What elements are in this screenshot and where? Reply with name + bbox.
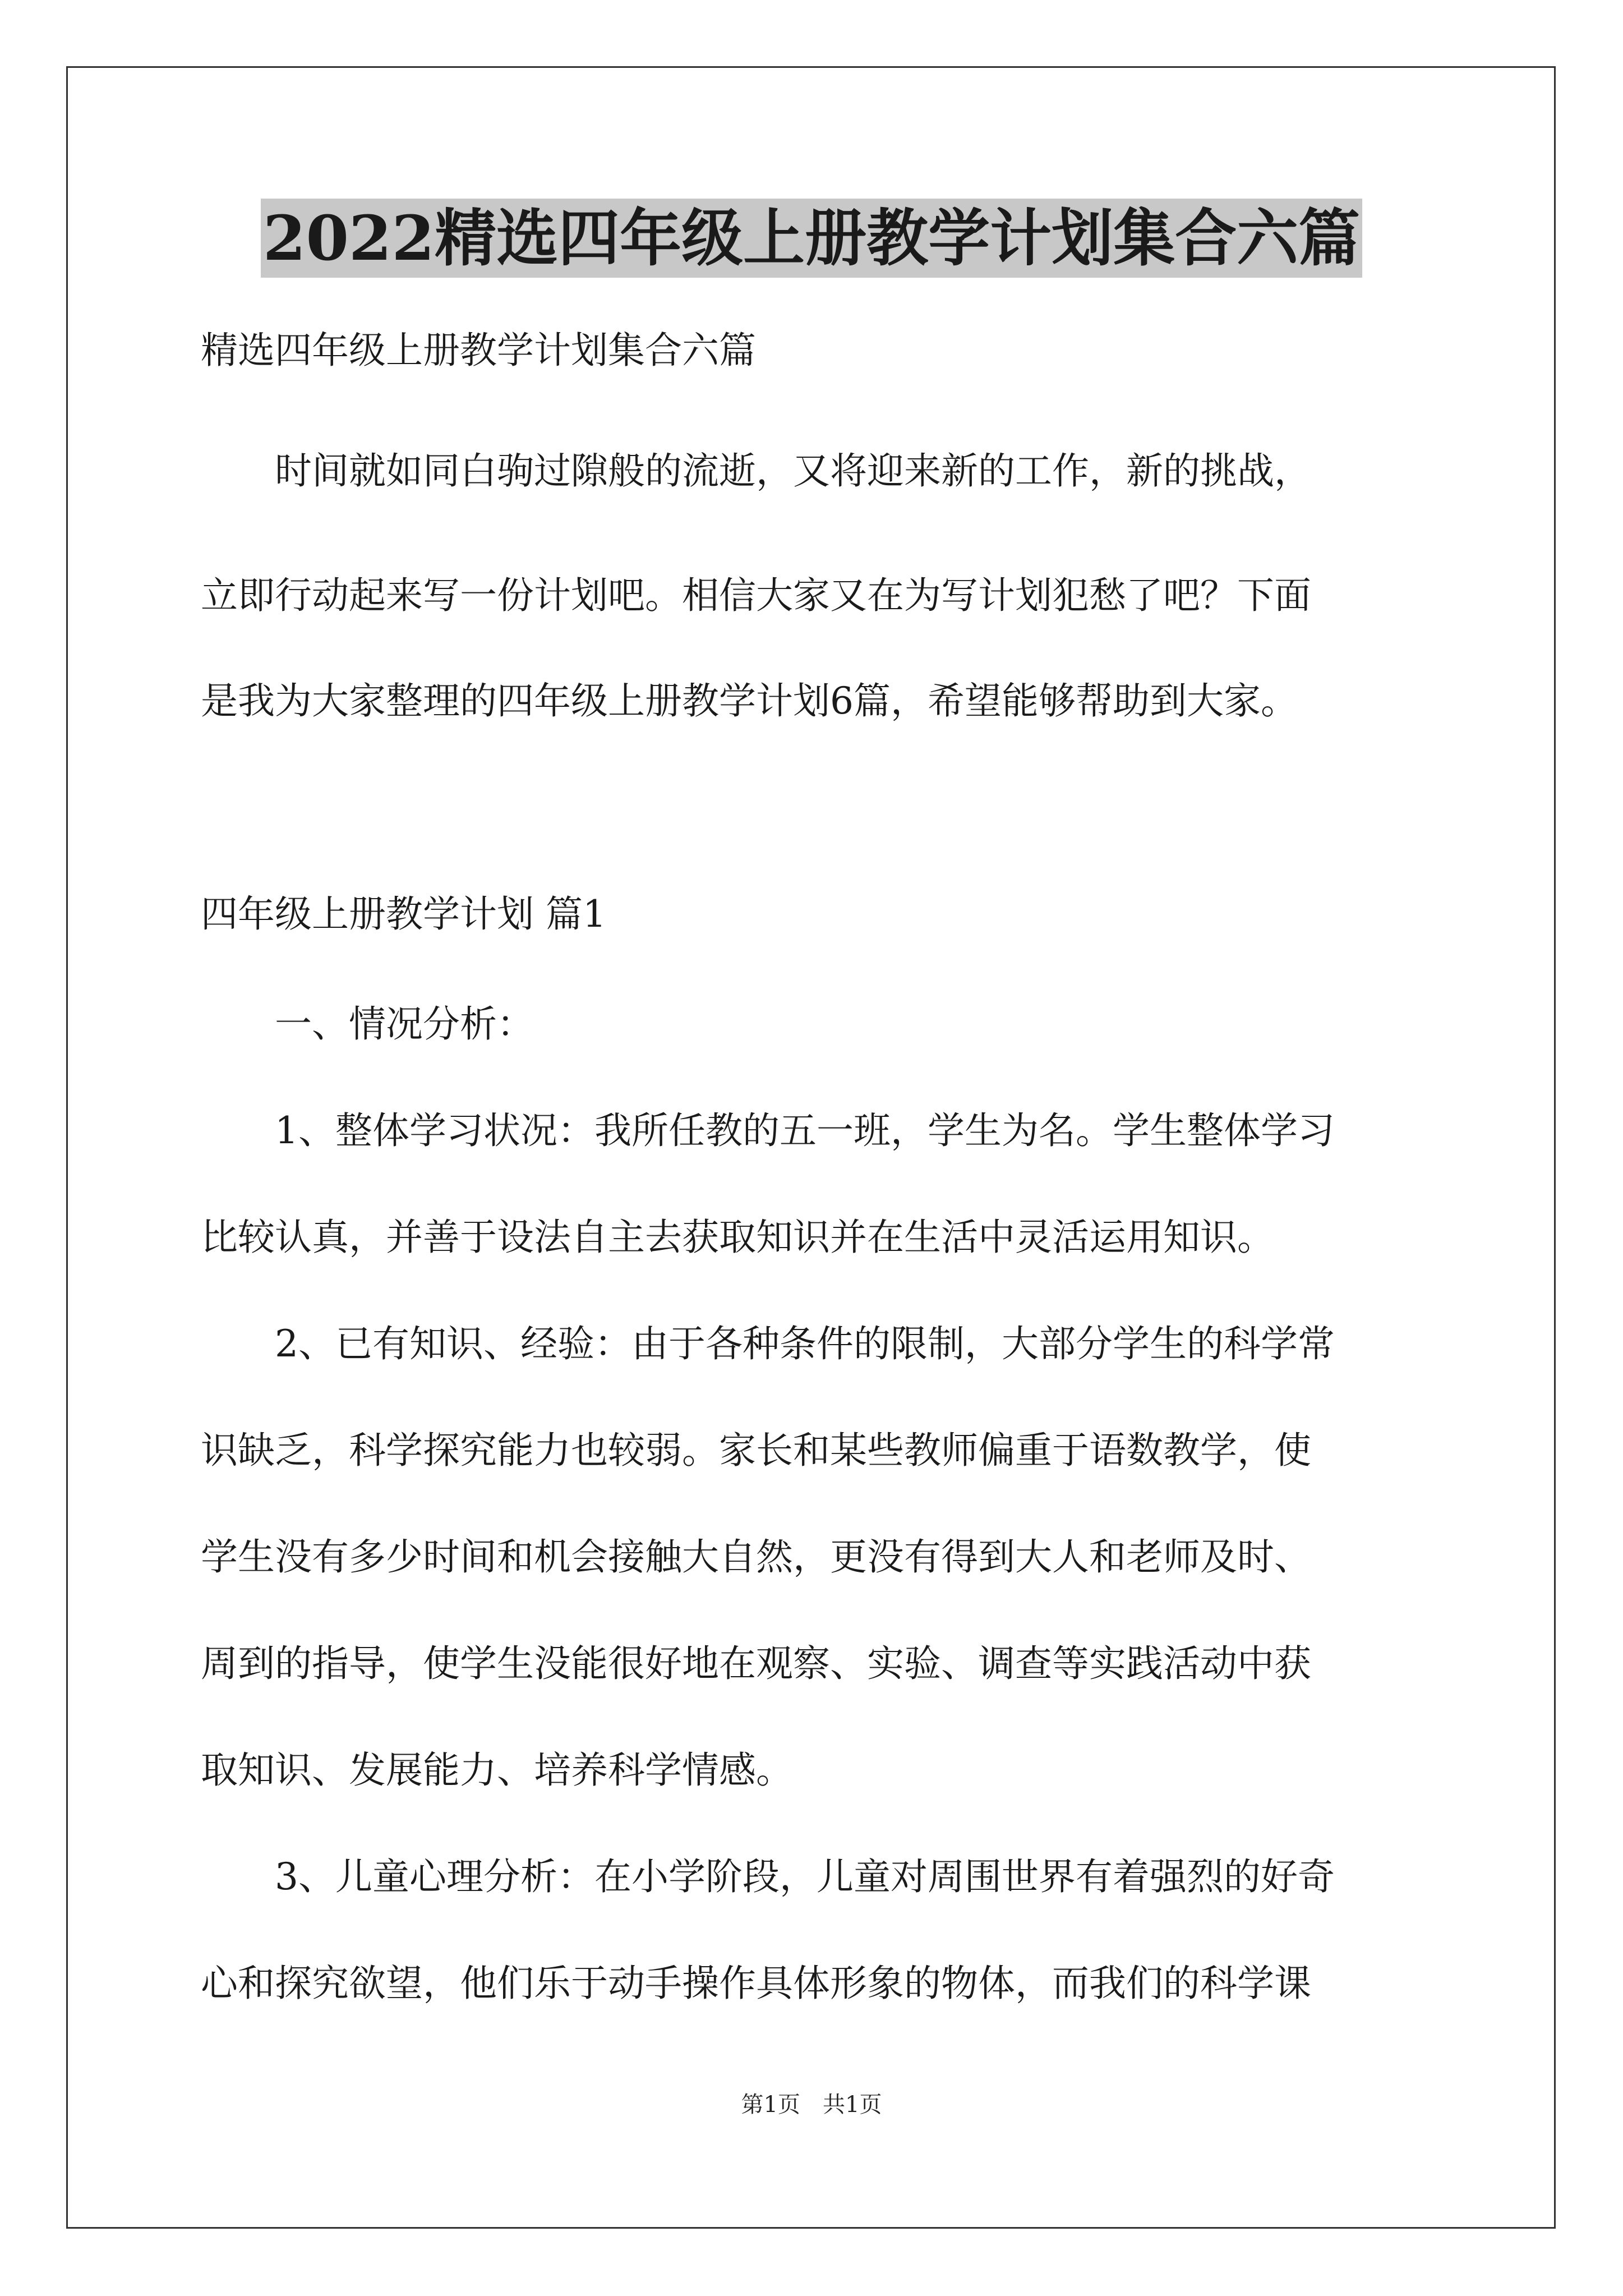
document-title-text: 2022精选四年级上册教学计划集合六篇 (261, 199, 1362, 278)
section-heading: 四年级上册教学计划 篇1 (201, 892, 606, 936)
paragraph-line: 学生没有多少时间和机会接触大自然，更没有得到大人和老师及时、 (201, 1535, 1311, 1579)
paragraph-line: 取知识、发展能力、培养科学情感。 (201, 1749, 793, 1792)
paragraph-line: 时间就如同白驹过隙般的流逝，又将迎来新的工作，新的挑战， (201, 449, 1311, 493)
paragraph-line: 1、整体学习状况：我所任教的五一班，学生为名。学生整体学习 (201, 1109, 1335, 1152)
paragraph-line: 2、已有知识、经验：由于各种条件的限制，大部分学生的科学常 (201, 1322, 1335, 1365)
document-subtitle: 精选四年级上册教学计划集合六篇 (201, 329, 756, 372)
paragraph-line: 3、儿童心理分析：在小学阶段，儿童对周围世界有着强烈的好奇 (201, 1855, 1335, 1898)
paragraph-line: 比较认真，并善于设法自主去获取知识并在生活中灵活运用知识。 (201, 1216, 1274, 1259)
paragraph-line: 心和探究欲望，他们乐于动手操作具体形象的物体，而我们的科学课 (201, 1962, 1311, 2005)
page-number-footer: 第1页 共1页 (741, 2092, 882, 2118)
paragraph-line: 识缺乏，科学探究能力也较弱。家长和某些教师偏重于语数教学，使 (201, 1429, 1311, 1472)
paragraph-line: 周到的指导，使学生没能很好地在观察、实验、调查等实践活动中获 (201, 1642, 1311, 1685)
paragraph-line: 立即行动起来写一份计划吧。相信大家又在为写计划犯愁了吧？下面 (201, 574, 1311, 617)
document-title (0, 194, 1623, 283)
paragraph-line: 是我为大家整理的四年级上册教学计划6篇，希望能够帮助到大家。 (201, 679, 1298, 723)
paragraph-line: 一、情况分析： (201, 1002, 534, 1046)
